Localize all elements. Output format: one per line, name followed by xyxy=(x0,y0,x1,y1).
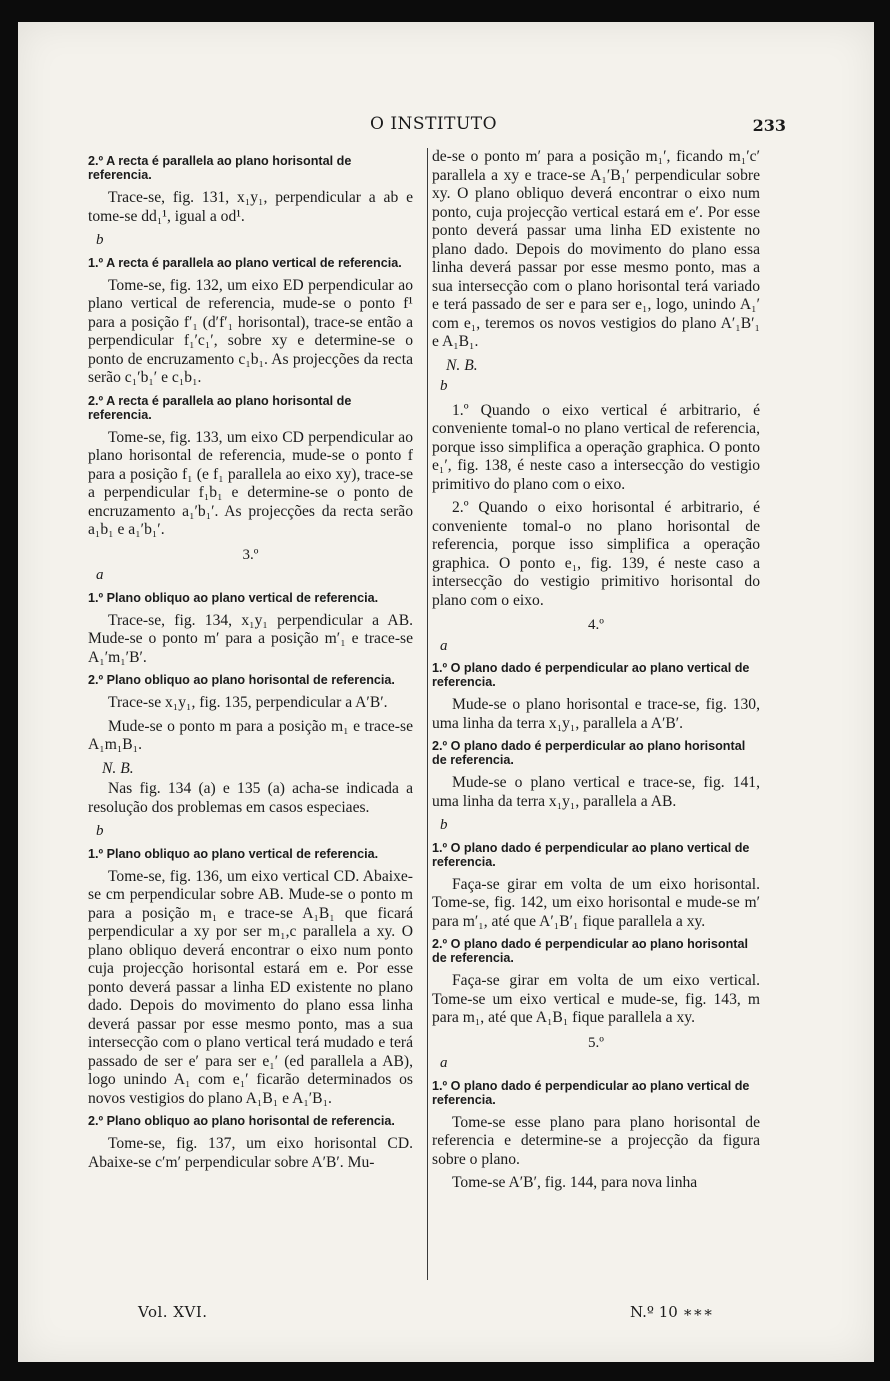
paragraph: Trace-se, fig. 131, x₁y₁, perpendicular a ab e tome-se dd₁¹, igual a od¹. xyxy=(88,189,413,225)
section-heading: 2.º A recta é parallela ao plano horisontal de referencia. xyxy=(88,393,352,422)
paragraph: Trace-se x₁y₁, fig. 135, perpendicular a A′B′. xyxy=(108,694,388,711)
right-column xyxy=(432,148,760,1198)
subsection-letter: a xyxy=(440,637,448,654)
paragraph: Mude-se o plano vertical e trace-se, fig. 141, uma linha da terra x₁y₁, parallela a AB. xyxy=(432,774,760,810)
section-heading: 2.º O plano dado é perpendicular ao plano horisontal de referencia. xyxy=(432,937,748,965)
section-heading: 1.º A recta é parallela ao plano vertical de referencia. xyxy=(88,255,402,270)
section-heading: 2.º Plano obliquo ao plano horisontal de referencia. xyxy=(88,673,395,687)
section-number: 4.º xyxy=(588,617,604,633)
subsection-letter: b xyxy=(440,378,448,394)
column-divider xyxy=(427,148,428,1280)
paragraph: Faça-se girar em volta de um eixo vertical. Tome-se um eixo vertical e mude-se, fig. 143, m para m₁, até que A₁B₁ fique parallela a xy. xyxy=(432,972,760,1026)
section-heading: 1.º O plano dado é perpendicular ao plano vertical de referencia. xyxy=(432,840,750,869)
book-page xyxy=(18,22,874,1362)
paragraph: Trace-se, fig. 134, x₁y₁ perpendicular a AB. Mude-se o ponto m′ para a posição m′₁ e trace-se A₁′m₁′B′. xyxy=(88,611,413,666)
paragraph: Tome-se esse plano para plano horisontal de referencia e determine-se a projecção da figura sobre o plano. xyxy=(432,1113,760,1168)
paragraph: Mude-se o ponto m para a posição m₁ e trace-se A₁m₁B₁. xyxy=(88,717,413,753)
section-heading: 1.º Plano obliquo ao plano vertical de referencia. xyxy=(88,590,379,605)
subsection-letter: b xyxy=(96,232,104,248)
volume-label: Vol. XVI. xyxy=(138,1303,208,1321)
page-header xyxy=(18,114,874,138)
subsection-letter: b xyxy=(440,817,448,833)
running-title: O INSTITUTO xyxy=(370,114,498,134)
paragraph: Tome-se, fig. 137, um eixo horisontal CD. Abaixe-se c′m′ perpendicular sobre A′B′. Mu- xyxy=(88,1135,413,1171)
signature-mark: N.º 10 ∗∗∗ xyxy=(630,1303,714,1321)
left-column xyxy=(88,148,413,1177)
paragraph: Tome-se, fig. 133, um eixo CD perpendicular ao plano horisontal de referencia, mude-se o ponto f para a posição f₁ (e f₁ parallela ao eixo xy), trace-se a perpendicular f₁b₁ e determine-se o ponto de encruzamento a₁′b₁′. As projecções da recta serão a₁b₁ e a₁′b₁′. xyxy=(88,428,413,538)
paragraph: Tome-se A′B′, fig. 144, para nova linha xyxy=(452,1174,698,1191)
paragraph: Nas fig. 134 (a) e 135 (a) acha-se indicada a resolução dos problemas em casos especiaes. xyxy=(88,780,413,816)
page-number: 233 xyxy=(752,116,786,135)
paragraph: 2.º Quando o eixo horisontal é arbitrario, é conveniente tomal-o no plano horisontal de referencia, porque isso simplifica a operação graphica. O ponto e₁, fig. 139, é neste caso a intersecção do vestigio primitivo horisontal do plano com o eixo. xyxy=(432,499,760,609)
nota-bene: N. B. xyxy=(446,356,478,374)
paragraph: 1.º Quando o eixo vertical é arbitrario, é conveniente tomal-o no plano vertical de referencia, porque isso simplifica a operação graphica. O ponto e₁′, fig. 138, é neste caso a intersecção do vestigio primitivo do plano com o eixo. xyxy=(432,401,760,493)
paragraph: Mude-se o plano horisontal e trace-se, fig. 130, uma linha da terra x₁y₁, parallela a A′B′. xyxy=(432,696,760,732)
subsection-letter: b xyxy=(96,823,104,839)
nota-bene: N. B. xyxy=(102,759,134,777)
section-heading: 1.º O plano dado é perpendicular ao plano vertical de referencia. xyxy=(432,661,750,689)
paragraph: Tome-se, fig. 132, um eixo ED perpendicular ao plano vertical de referencia, mude-se o ponto f¹ para a posição f′₁ (d′f′₁ horisontal), trace-se então a perpendicular f₁′c₁′, sobre xy e determine-se o ponto de encruzamento c₁b₁. As projecções da recta serão c₁′b₁′ e c₁b₁. xyxy=(88,276,413,386)
section-number: 3.º xyxy=(242,546,259,563)
subsection-letter: a xyxy=(440,1055,448,1071)
section-heading: 1.º Plano obliquo ao plano vertical de referencia. xyxy=(88,846,379,861)
paragraph: Tome-se, fig. 136, um eixo vertical CD. Abaixe-se cm perpendicular sobre AB. Mude-se o ponto m para a posição m₁ e trace-se A₁B₁ que ficará perpendicular a xy por ser m₁,c parallela a xy. O plano obliquo deverá encontrar o eixo num ponto cuja projecção horisontal estará em e. Por esse ponto deverá passar a linha ED existente no plano dado. Depois do movimento do plano essa linha deverá passar por esse mesmo ponto, mas a sua intersecção com o plano vertical terá mudado e terá passado de ser e′ para ser e₁′ (ed parallela a AB), logo unindo A₁ com e₁′ ficarão determinados os novos vestigios do plano A₁B₁ e A₁′B₁. xyxy=(88,867,413,1107)
paragraph: Faça-se girar em volta de um eixo horisontal. Tome-se, fig. 142, um eixo horisontal e mude-se m′ para m′₁, até que A′₁B′₁ fique parallela a xy. xyxy=(432,875,760,930)
section-heading: 2.º A recta é parallela ao plano horisontal de referencia. xyxy=(88,154,352,182)
paragraph: de-se o ponto m′ para a posição m₁′, ficando m₁′c′ parallela a xy e trace-se A₁′B₁′ perpendicular sobre xy. O plano obliquo deverá encontrar o eixo num ponto, cuja projecção vertical estará em e′. Por esse ponto deverá passar uma linha ED existente no plano dado. Depois do movimento do plano essa linha deverá passar por esse mesmo ponto, mas a sua intersecção com o plano horisontal terá variado e terá passado de ser e para ser e₁, logo, unindo A₁′ com e₁, teremos os novos vestigios do plano A′₁B′₁ e A₁B₁. xyxy=(432,148,760,350)
section-heading: 1.º O plano dado é perpendicular ao plano vertical de referencia. xyxy=(432,1078,750,1107)
subsection-letter: a xyxy=(96,567,104,583)
section-heading: 2.º Plano obliquo ao plano horisontal de referencia. xyxy=(88,1114,395,1128)
section-number: 5.º xyxy=(588,1034,604,1051)
section-heading: 2.º O plano dado é perperdicular ao plano horisontal de referencia. xyxy=(432,739,746,767)
